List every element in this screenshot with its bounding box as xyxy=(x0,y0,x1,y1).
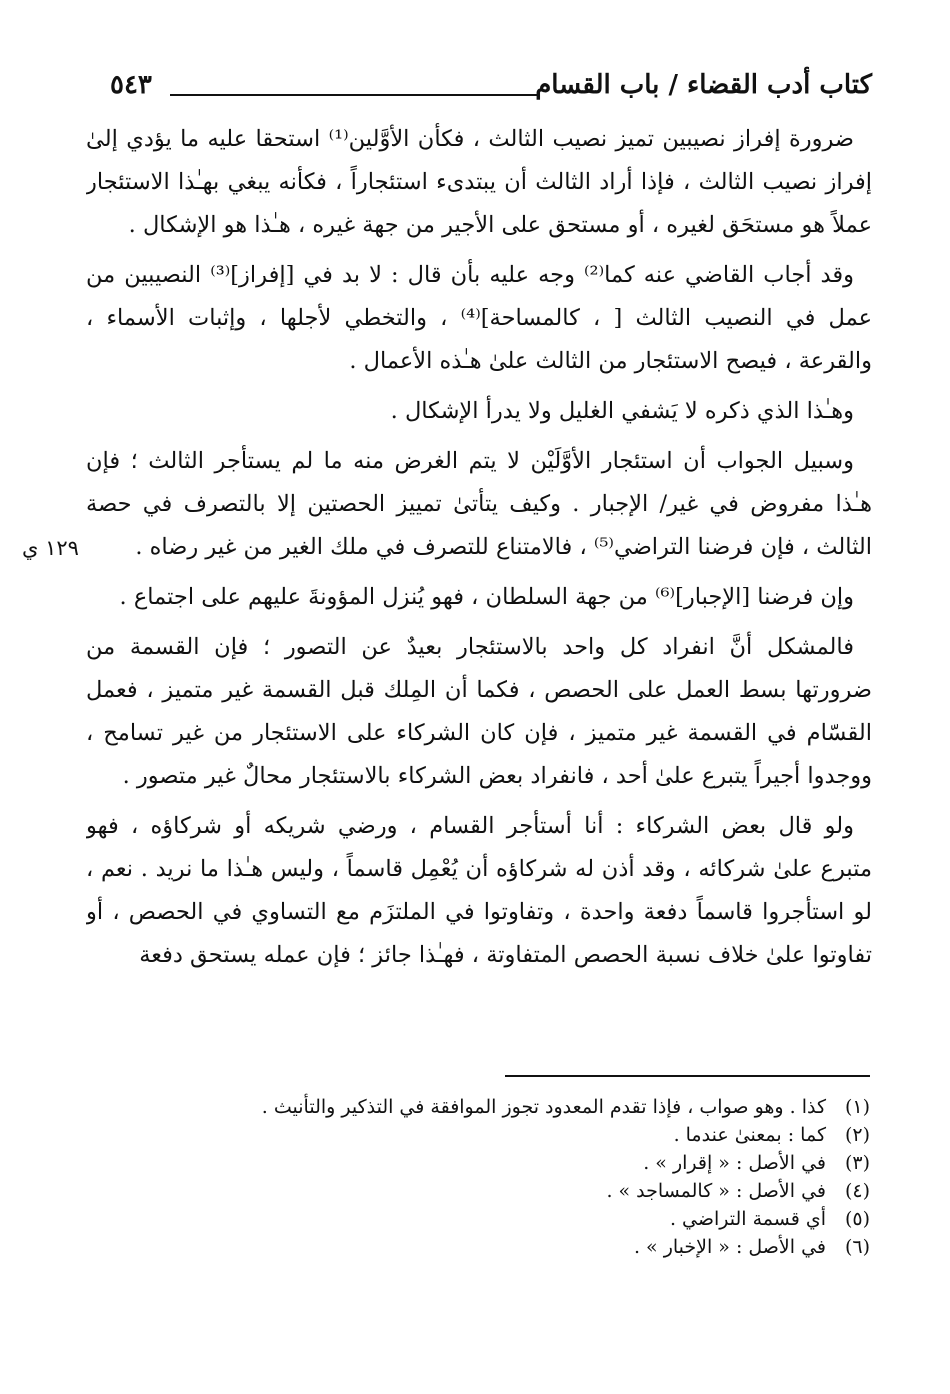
text-line: ولو قال بعض الشركاء : أنا أستأجر القسام ، ورضي شريكه أو شركاؤه ، فهو xyxy=(86,813,854,839)
text-line: فالمشكل أنَّ انفراد كل واحد بالاستئجار بعيدٌ عن التصور ؛ فإن القسمة من xyxy=(86,634,854,660)
footnote-number: (٥) xyxy=(844,1208,870,1230)
footnote-number: (٤) xyxy=(844,1180,870,1202)
paragraph xyxy=(86,440,872,569)
footnote-text: كذا . وهو صواب ، فإذا تقدم المعدود تجوز الموافقة في التذكير والتأنيث . xyxy=(261,1096,826,1118)
footnotes xyxy=(80,1093,870,1261)
text-line: وقد أجاب القاضي عنه كما⁽²⁾ وجه عليه بأن قال : لا بد في [إفراز]⁽³⁾ النصيبين من xyxy=(86,262,854,288)
text-line: ضرورة إفراز نصيبين تميز نصيب الثالث ، فكأن الأوَّلين⁽¹⁾ استحقا عليه ما يؤدي إلىٰ xyxy=(86,126,854,152)
footnote-text: أي قسمة التراضي . xyxy=(669,1208,826,1230)
footnote-number: (٢) xyxy=(844,1124,870,1146)
margin-folio-note: ١٢٩ ي xyxy=(22,536,79,560)
running-header xyxy=(110,70,872,114)
text-line: وهـٰذا الذي ذكره لا يَشفي الغليل ولا يدرأ الإشكال . xyxy=(390,398,854,424)
footnote xyxy=(80,1121,870,1149)
text-line: إفراز نصيب الثالث ، فإذا أراد الثالث أن يبتدىء استئجاراً ، فكأنه يبغي بهـٰذا الاستئجار xyxy=(86,169,872,195)
text-line: الثالث ، فإن فرضنا التراضي⁽⁵⁾ ، فالامتناع للتصرف في ملك الغير من غير رضاه . xyxy=(135,534,872,560)
footnote-text: في الأصل : « كالمساجد » . xyxy=(606,1180,826,1202)
running-title: كتاب أدب القضاء / باب القسام xyxy=(535,70,872,100)
text-line: القسّام في القسمة غير متميز ، فإن كان الشركاء على الاستئجار من غير تسامح ، xyxy=(86,720,872,746)
paragraph xyxy=(86,626,872,798)
footnote-text: كما : بمعنىٰ عندما . xyxy=(673,1124,826,1146)
text-line: وإن فرضنا [الإجبار]⁽⁶⁾ من جهة السلطان ، فهو يُنزل المؤونةَ عليهم على اجتماع . xyxy=(119,584,854,610)
paragraph xyxy=(86,390,872,433)
text-line: هـٰذا مفروض في غير/ الإجبار . وكيف يتأتىٰ تمييز الحصتين إلا بالتصرف في حصة xyxy=(86,491,872,517)
footnote-text: في الأصل : « الإخبار » . xyxy=(633,1236,826,1258)
footnote-text: في الأصل : « إقرار » . xyxy=(643,1152,826,1174)
text-line: ووجدوا أجيراً يتبرع علىٰ أحد ، فانفراد بعض الشركاء بالاستئجار محالٌ غير متصور . xyxy=(122,763,872,789)
footnote-number: (٣) xyxy=(844,1152,870,1174)
text-line: لو استأجروا قاسماً دفعة واحدة ، وتفاوتوا في الملتزَم مع التساوي في الحصص ، أو xyxy=(86,899,872,925)
header-rule xyxy=(170,94,537,96)
footnote xyxy=(80,1205,870,1233)
text-line: والقرعة ، فيصح الاستئجار من الثالث علىٰ هـٰذه الأعمال . xyxy=(349,348,872,374)
footnote xyxy=(80,1233,870,1261)
paragraph xyxy=(86,805,872,977)
footnote-number: (١) xyxy=(844,1096,870,1118)
footnote-number: (٦) xyxy=(844,1236,870,1258)
main-text xyxy=(86,118,872,977)
text-line: وسبيل الجواب أن استئجار الأوَّلَيْن لا يتم الغرض منه ما لم يستأجر الثالث ؛ فإن xyxy=(86,448,854,474)
paragraph xyxy=(86,118,872,247)
paragraph xyxy=(86,576,872,619)
footnote xyxy=(80,1093,870,1121)
page-number: ٥٤٣ xyxy=(110,70,152,100)
text-line: متبرع علىٰ شركائه ، وقد أذن له شركاؤه أن يُعْمِل قاسماً ، وليس هـٰذا ما نريد . نعم ، xyxy=(86,856,872,882)
paragraph xyxy=(86,254,872,383)
text-line: عملاً هو مستحَق لغيره ، أو مستحق على الأجير من جهة غيره ، هـٰذا هو الإشكال . xyxy=(128,212,872,238)
footnote xyxy=(80,1177,870,1205)
footnote-rule xyxy=(505,1075,870,1077)
text-line: ضرورتها بسط العمل على الحصص ، فكما أن المِلك قبل القسمة غير متميز ، فعمل xyxy=(86,677,872,703)
text-line: عمل في النصيب الثالث [ ، كالمساحة]⁽⁴⁾ ، والتخطي لأجلها ، وإثبات الأسماء ، xyxy=(86,305,872,331)
footnote xyxy=(80,1149,870,1177)
text-line: تفاوتوا علىٰ خلاف نسبة الحصص المتفاوتة ، فهـٰذا جائز ؛ فإن عمله يستحق دفعة xyxy=(139,942,872,968)
